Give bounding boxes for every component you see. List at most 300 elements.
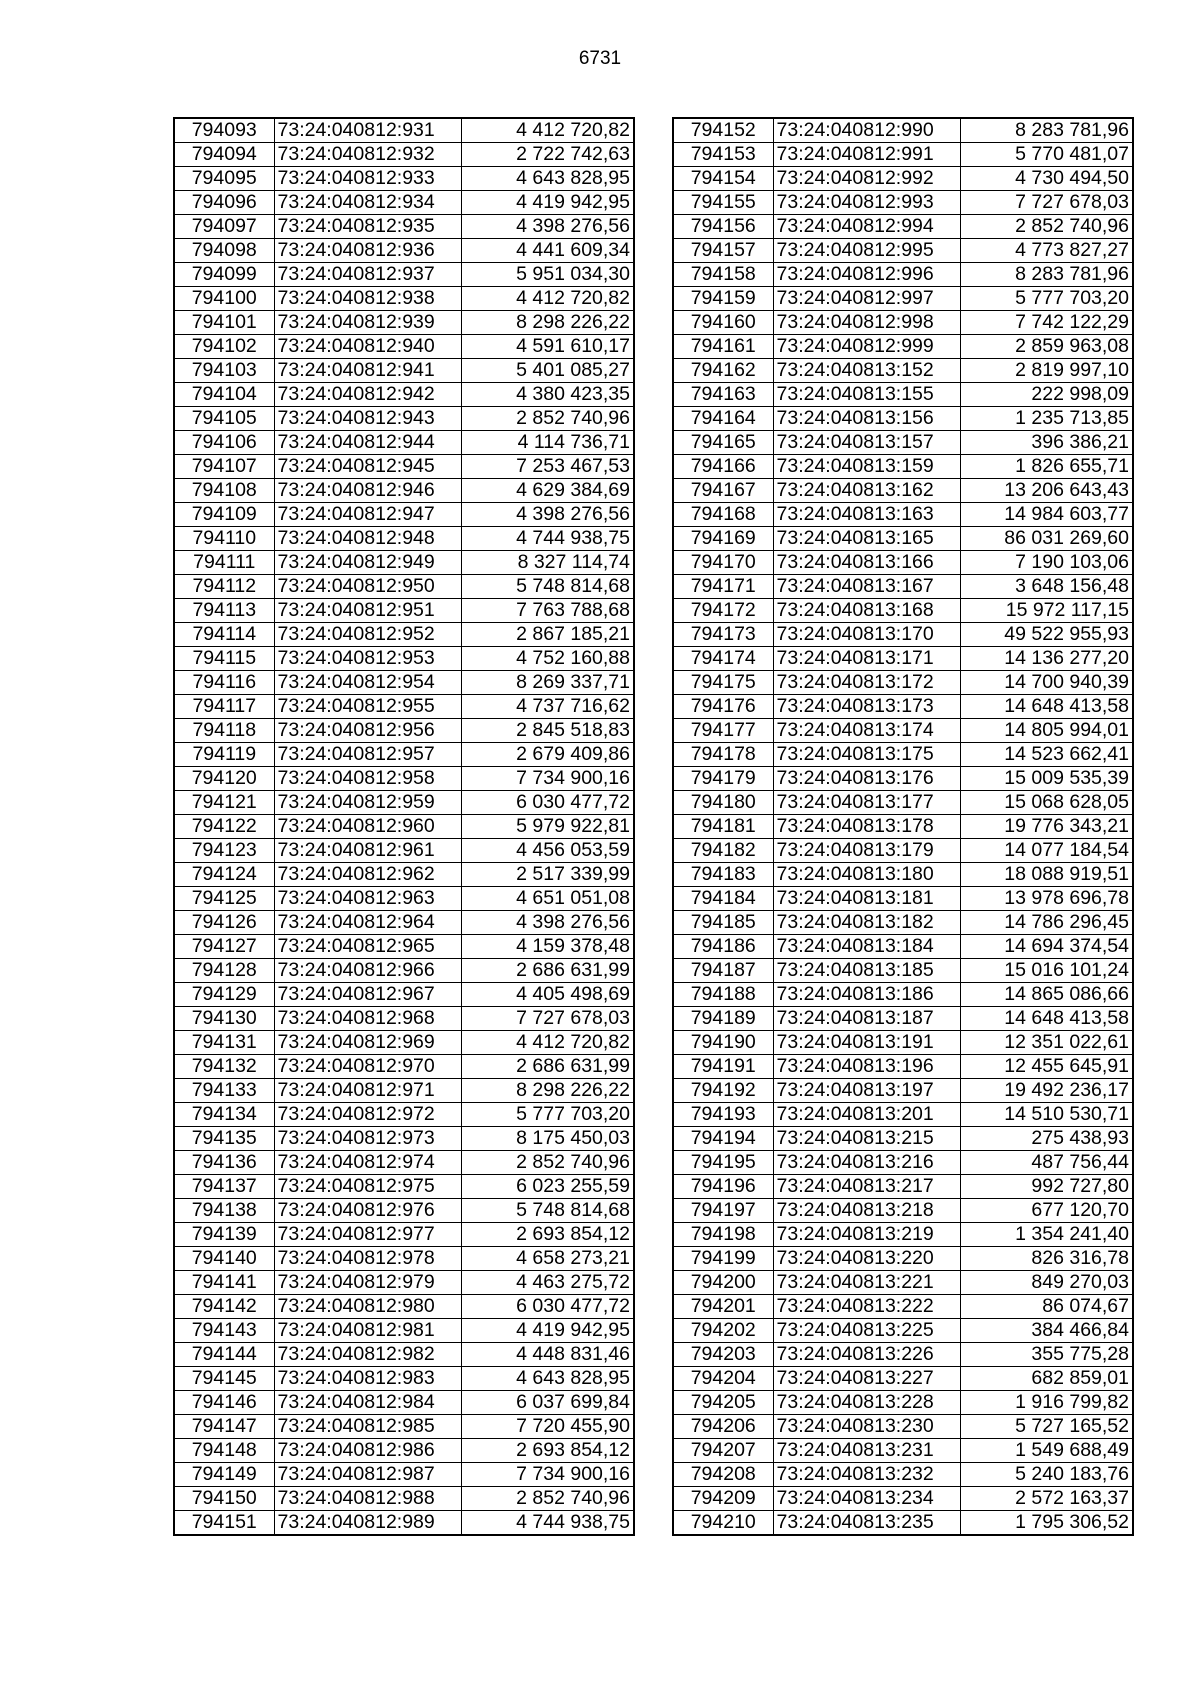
cadastral-number-cell: 73:24:040812:938 <box>274 287 461 311</box>
cadastral-number-cell: 73:24:040812:947 <box>274 503 461 527</box>
table-row <box>174 407 634 431</box>
value-cell: 14 136 277,20 <box>960 647 1133 671</box>
table-row <box>174 1319 634 1343</box>
cadastral-number-cell: 73:24:040813:197 <box>773 1079 960 1103</box>
cadastral-number-cell: 73:24:040812:932 <box>274 143 461 167</box>
cadastral-number-cell: 73:24:040813:225 <box>773 1319 960 1343</box>
cadastral-number-cell: 73:24:040813:174 <box>773 719 960 743</box>
cadastral-number-cell: 73:24:040812:966 <box>274 959 461 983</box>
row-id-cell: 794097 <box>174 215 274 239</box>
row-id-cell: 794199 <box>673 1247 773 1271</box>
cadastral-number-cell: 73:24:040813:173 <box>773 695 960 719</box>
cadastral-number-cell: 73:24:040813:232 <box>773 1463 960 1487</box>
value-cell: 6 023 255,59 <box>461 1175 634 1199</box>
table-row <box>673 1415 1133 1439</box>
cadastral-number-cell: 73:24:040813:231 <box>773 1439 960 1463</box>
value-cell: 4 114 736,71 <box>461 431 634 455</box>
table-row <box>673 1343 1133 1367</box>
row-id-cell: 794159 <box>673 287 773 311</box>
row-id-cell: 794146 <box>174 1391 274 1415</box>
table-row <box>673 1223 1133 1247</box>
value-cell: 4 412 720,82 <box>461 1031 634 1055</box>
value-cell: 2 686 631,99 <box>461 1055 634 1079</box>
value-cell: 682 859,01 <box>960 1367 1133 1391</box>
value-cell: 396 386,21 <box>960 431 1133 455</box>
row-id-cell: 794123 <box>174 839 274 863</box>
table-row <box>174 1031 634 1055</box>
cadastral-number-cell: 73:24:040813:222 <box>773 1295 960 1319</box>
cadastral-number-cell: 73:24:040813:165 <box>773 527 960 551</box>
value-cell: 2 517 339,99 <box>461 863 634 887</box>
table-row <box>673 887 1133 911</box>
table-row <box>174 1127 634 1151</box>
cadastral-number-cell: 73:24:040813:184 <box>773 935 960 959</box>
row-id-cell: 794167 <box>673 479 773 503</box>
value-cell: 5 951 034,30 <box>461 263 634 287</box>
value-cell: 4 441 609,34 <box>461 239 634 263</box>
table-row <box>673 287 1133 311</box>
cadastral-number-cell: 73:24:040812:987 <box>274 1463 461 1487</box>
cadastral-number-cell: 73:24:040812:993 <box>773 191 960 215</box>
value-cell: 4 398 276,56 <box>461 215 634 239</box>
value-cell: 5 401 085,27 <box>461 359 634 383</box>
value-cell: 355 775,28 <box>960 1343 1133 1367</box>
row-id-cell: 794121 <box>174 791 274 815</box>
value-cell: 14 648 413,58 <box>960 1007 1133 1031</box>
table-row <box>673 1127 1133 1151</box>
row-id-cell: 794186 <box>673 935 773 959</box>
value-cell: 7 742 122,29 <box>960 311 1133 335</box>
table-row <box>673 239 1133 263</box>
row-id-cell: 794140 <box>174 1247 274 1271</box>
value-cell: 275 438,93 <box>960 1127 1133 1151</box>
table-row <box>673 1175 1133 1199</box>
value-cell: 4 643 828,95 <box>461 167 634 191</box>
value-cell: 15 068 628,05 <box>960 791 1133 815</box>
value-cell: 2 852 740,96 <box>461 407 634 431</box>
value-cell: 7 720 455,90 <box>461 1415 634 1439</box>
row-id-cell: 794176 <box>673 695 773 719</box>
row-id-cell: 794113 <box>174 599 274 623</box>
table-row <box>673 1319 1133 1343</box>
value-cell: 49 522 955,93 <box>960 623 1133 647</box>
value-cell: 2 852 740,96 <box>960 215 1133 239</box>
cadastral-number-cell: 73:24:040812:997 <box>773 287 960 311</box>
table-row <box>174 1151 634 1175</box>
value-cell: 4 159 378,48 <box>461 935 634 959</box>
cadastral-number-cell: 73:24:040812:965 <box>274 935 461 959</box>
value-cell: 4 752 160,88 <box>461 647 634 671</box>
cadastral-number-cell: 73:24:040812:955 <box>274 695 461 719</box>
cadastral-number-cell: 73:24:040812:956 <box>274 719 461 743</box>
table-row <box>174 767 634 791</box>
table-row <box>673 1487 1133 1511</box>
cadastral-number-cell: 73:24:040813:177 <box>773 791 960 815</box>
value-cell: 4 419 942,95 <box>461 1319 634 1343</box>
table-row <box>174 887 634 911</box>
value-cell: 4 737 716,62 <box>461 695 634 719</box>
table-row <box>174 335 634 359</box>
row-id-cell: 794124 <box>174 863 274 887</box>
table-row <box>673 935 1133 959</box>
table-row <box>174 1343 634 1367</box>
cadastral-number-cell: 73:24:040812:945 <box>274 455 461 479</box>
row-id-cell: 794105 <box>174 407 274 431</box>
cadastral-number-cell: 73:24:040812:944 <box>274 431 461 455</box>
cadastral-number-cell: 73:24:040812:964 <box>274 911 461 935</box>
cadastral-number-cell: 73:24:040813:234 <box>773 1487 960 1511</box>
table-row <box>673 215 1133 239</box>
row-id-cell: 794182 <box>673 839 773 863</box>
value-cell: 2 819 997,10 <box>960 359 1133 383</box>
value-cell: 86 031 269,60 <box>960 527 1133 551</box>
row-id-cell: 794114 <box>174 623 274 647</box>
cadastral-number-cell: 73:24:040812:989 <box>274 1511 461 1536</box>
cadastral-number-cell: 73:24:040812:942 <box>274 383 461 407</box>
cadastral-number-cell: 73:24:040813:157 <box>773 431 960 455</box>
cadastral-number-cell: 73:24:040812:958 <box>274 767 461 791</box>
value-cell: 14 700 940,39 <box>960 671 1133 695</box>
table-row <box>673 839 1133 863</box>
cadastral-number-cell: 73:24:040812:995 <box>773 239 960 263</box>
row-id-cell: 794117 <box>174 695 274 719</box>
value-cell: 384 466,84 <box>960 1319 1133 1343</box>
table-row <box>673 191 1133 215</box>
cadastral-number-cell: 73:24:040812:984 <box>274 1391 461 1415</box>
page-number: 6731 <box>578 48 622 69</box>
table-row <box>673 1199 1133 1223</box>
value-cell: 7 763 788,68 <box>461 599 634 623</box>
table-row <box>174 1367 634 1391</box>
value-cell: 4 643 828,95 <box>461 1367 634 1391</box>
table-row <box>174 311 634 335</box>
row-id-cell: 794118 <box>174 719 274 743</box>
table-row <box>174 719 634 743</box>
table-row <box>673 118 1133 143</box>
table-row <box>174 1007 634 1031</box>
row-id-cell: 794100 <box>174 287 274 311</box>
table-row <box>673 503 1133 527</box>
table-row <box>174 1415 634 1439</box>
value-cell: 4 730 494,50 <box>960 167 1133 191</box>
table-row <box>673 359 1133 383</box>
cadastral-number-cell: 73:24:040812:968 <box>274 1007 461 1031</box>
row-id-cell: 794156 <box>673 215 773 239</box>
row-id-cell: 794141 <box>174 1271 274 1295</box>
value-cell: 6 030 477,72 <box>461 1295 634 1319</box>
cadastral-number-cell: 73:24:040812:952 <box>274 623 461 647</box>
row-id-cell: 794095 <box>174 167 274 191</box>
row-id-cell: 794110 <box>174 527 274 551</box>
table-row <box>174 191 634 215</box>
value-cell: 3 648 156,48 <box>960 575 1133 599</box>
cadastral-number-cell: 73:24:040812:943 <box>274 407 461 431</box>
cadastral-number-cell: 73:24:040812:974 <box>274 1151 461 1175</box>
cadastral-number-cell: 73:24:040812:935 <box>274 215 461 239</box>
table-row <box>174 839 634 863</box>
cadastral-number-cell: 73:24:040812:990 <box>773 118 960 143</box>
table-row <box>673 695 1133 719</box>
value-cell: 15 972 117,15 <box>960 599 1133 623</box>
cadastral-number-cell: 73:24:040813:171 <box>773 647 960 671</box>
value-cell: 2 572 163,37 <box>960 1487 1133 1511</box>
row-id-cell: 794200 <box>673 1271 773 1295</box>
table-row <box>174 983 634 1007</box>
row-id-cell: 794133 <box>174 1079 274 1103</box>
value-cell: 4 773 827,27 <box>960 239 1133 263</box>
cadastral-number-cell: 73:24:040813:215 <box>773 1127 960 1151</box>
cadastral-number-cell: 73:24:040812:951 <box>274 599 461 623</box>
row-id-cell: 794198 <box>673 1223 773 1247</box>
value-cell: 1 916 799,82 <box>960 1391 1133 1415</box>
value-cell: 5 748 814,68 <box>461 575 634 599</box>
row-id-cell: 794155 <box>673 191 773 215</box>
cadastral-number-cell: 73:24:040813:178 <box>773 815 960 839</box>
cadastral-number-cell: 73:24:040812:982 <box>274 1343 461 1367</box>
cadastral-number-cell: 73:24:040812:948 <box>274 527 461 551</box>
table-row <box>673 623 1133 647</box>
table-row <box>673 1367 1133 1391</box>
row-id-cell: 794204 <box>673 1367 773 1391</box>
row-id-cell: 794139 <box>174 1223 274 1247</box>
cadastral-number-cell: 73:24:040813:181 <box>773 887 960 911</box>
right-table <box>672 117 1134 1536</box>
value-cell: 4 412 720,82 <box>461 118 634 143</box>
cadastral-number-cell: 73:24:040813:218 <box>773 1199 960 1223</box>
row-id-cell: 794174 <box>673 647 773 671</box>
row-id-cell: 794127 <box>174 935 274 959</box>
table-row <box>174 1391 634 1415</box>
row-id-cell: 794179 <box>673 767 773 791</box>
value-cell: 992 727,80 <box>960 1175 1133 1199</box>
cadastral-number-cell: 73:24:040812:963 <box>274 887 461 911</box>
cadastral-number-cell: 73:24:040812:998 <box>773 311 960 335</box>
cadastral-number-cell: 73:24:040812:972 <box>274 1103 461 1127</box>
table-row <box>174 1271 634 1295</box>
row-id-cell: 794138 <box>174 1199 274 1223</box>
table-row <box>673 1295 1133 1319</box>
value-cell: 2 852 740,96 <box>461 1487 634 1511</box>
value-cell: 4 629 384,69 <box>461 479 634 503</box>
row-id-cell: 794120 <box>174 767 274 791</box>
cadastral-number-cell: 73:24:040813:196 <box>773 1055 960 1079</box>
cadastral-number-cell: 73:24:040812:939 <box>274 311 461 335</box>
value-cell: 15 016 101,24 <box>960 959 1133 983</box>
value-cell: 8 298 226,22 <box>461 1079 634 1103</box>
row-id-cell: 794201 <box>673 1295 773 1319</box>
table-row <box>174 911 634 935</box>
cadastral-number-cell: 73:24:040813:216 <box>773 1151 960 1175</box>
value-cell: 7 727 678,03 <box>461 1007 634 1031</box>
row-id-cell: 794115 <box>174 647 274 671</box>
cadastral-number-cell: 73:24:040812:994 <box>773 215 960 239</box>
cadastral-number-cell: 73:24:040813:182 <box>773 911 960 935</box>
row-id-cell: 794163 <box>673 383 773 407</box>
value-cell: 2 693 854,12 <box>461 1439 634 1463</box>
table-row <box>673 431 1133 455</box>
value-cell: 7 190 103,06 <box>960 551 1133 575</box>
row-id-cell: 794207 <box>673 1439 773 1463</box>
row-id-cell: 794162 <box>673 359 773 383</box>
row-id-cell: 794142 <box>174 1295 274 1319</box>
value-cell: 1 795 306,52 <box>960 1511 1133 1536</box>
table-row <box>174 215 634 239</box>
cadastral-number-cell: 73:24:040813:163 <box>773 503 960 527</box>
table-row <box>174 1199 634 1223</box>
table-row <box>174 1247 634 1271</box>
cadastral-number-cell: 73:24:040812:960 <box>274 815 461 839</box>
table-row <box>174 263 634 287</box>
table-row <box>673 911 1133 935</box>
value-cell: 14 510 530,71 <box>960 1103 1133 1127</box>
cadastral-number-cell: 73:24:040813:221 <box>773 1271 960 1295</box>
table-row <box>174 1295 634 1319</box>
value-cell: 4 658 273,21 <box>461 1247 634 1271</box>
table-row <box>673 1103 1133 1127</box>
table-row <box>174 695 634 719</box>
table-row <box>673 1391 1133 1415</box>
table-row <box>673 1031 1133 1055</box>
cadastral-number-cell: 73:24:040813:220 <box>773 1247 960 1271</box>
value-cell: 1 549 688,49 <box>960 1439 1133 1463</box>
row-id-cell: 794150 <box>174 1487 274 1511</box>
value-cell: 5 777 703,20 <box>960 287 1133 311</box>
value-cell: 4 405 498,69 <box>461 983 634 1007</box>
row-id-cell: 794132 <box>174 1055 274 1079</box>
value-cell: 8 175 450,03 <box>461 1127 634 1151</box>
value-cell: 1 235 713,85 <box>960 407 1133 431</box>
row-id-cell: 794149 <box>174 1463 274 1487</box>
value-cell: 4 456 053,59 <box>461 839 634 863</box>
cadastral-number-cell: 73:24:040812:949 <box>274 551 461 575</box>
table-row <box>673 863 1133 887</box>
cadastral-number-cell: 73:24:040812:959 <box>274 791 461 815</box>
row-id-cell: 794126 <box>174 911 274 935</box>
row-id-cell: 794161 <box>673 335 773 359</box>
row-id-cell: 794119 <box>174 743 274 767</box>
cadastral-number-cell: 73:24:040812:934 <box>274 191 461 215</box>
table-row <box>673 1151 1133 1175</box>
row-id-cell: 794128 <box>174 959 274 983</box>
row-id-cell: 794148 <box>174 1439 274 1463</box>
left-table-body <box>174 118 634 1535</box>
table-row <box>673 1247 1133 1271</box>
cadastral-number-cell: 73:24:040813:156 <box>773 407 960 431</box>
row-id-cell: 794165 <box>673 431 773 455</box>
row-id-cell: 794116 <box>174 671 274 695</box>
value-cell: 7 734 900,16 <box>461 1463 634 1487</box>
value-cell: 4 398 276,56 <box>461 503 634 527</box>
cadastral-number-cell: 73:24:040812:976 <box>274 1199 461 1223</box>
row-id-cell: 794122 <box>174 815 274 839</box>
value-cell: 5 770 481,07 <box>960 143 1133 167</box>
cadastral-number-cell: 73:24:040812:992 <box>773 167 960 191</box>
table-row <box>673 1007 1133 1031</box>
cadastral-number-cell: 73:24:040812:950 <box>274 575 461 599</box>
row-id-cell: 794177 <box>673 719 773 743</box>
row-id-cell: 794194 <box>673 1127 773 1151</box>
row-id-cell: 794169 <box>673 527 773 551</box>
row-id-cell: 794103 <box>174 359 274 383</box>
value-cell: 7 727 678,03 <box>960 191 1133 215</box>
row-id-cell: 794108 <box>174 479 274 503</box>
value-cell: 849 270,03 <box>960 1271 1133 1295</box>
value-cell: 4 744 938,75 <box>461 527 634 551</box>
table-row <box>673 143 1133 167</box>
row-id-cell: 794183 <box>673 863 773 887</box>
row-id-cell: 794154 <box>673 167 773 191</box>
table-row <box>673 791 1133 815</box>
row-id-cell: 794093 <box>174 118 274 143</box>
table-row <box>174 647 634 671</box>
table-row <box>174 143 634 167</box>
cadastral-number-cell: 73:24:040812:996 <box>773 263 960 287</box>
row-id-cell: 794136 <box>174 1151 274 1175</box>
table-row <box>174 863 634 887</box>
value-cell: 4 380 423,35 <box>461 383 634 407</box>
value-cell: 8 327 114,74 <box>461 551 634 575</box>
table-row <box>673 1439 1133 1463</box>
row-id-cell: 794175 <box>673 671 773 695</box>
table-row <box>174 167 634 191</box>
row-id-cell: 794166 <box>673 455 773 479</box>
row-id-cell: 794153 <box>673 143 773 167</box>
table-row <box>673 719 1133 743</box>
table-row <box>174 623 634 647</box>
row-id-cell: 794197 <box>673 1199 773 1223</box>
table-row <box>673 167 1133 191</box>
cadastral-number-cell: 73:24:040812:980 <box>274 1295 461 1319</box>
row-id-cell: 794208 <box>673 1463 773 1487</box>
row-id-cell: 794192 <box>673 1079 773 1103</box>
table-row <box>174 1223 634 1247</box>
table-row <box>673 1511 1133 1536</box>
cadastral-number-cell: 73:24:040812:986 <box>274 1439 461 1463</box>
row-id-cell: 794145 <box>174 1367 274 1391</box>
table-row <box>174 527 634 551</box>
cadastral-number-cell: 73:24:040813:166 <box>773 551 960 575</box>
cadastral-number-cell: 73:24:040812:983 <box>274 1367 461 1391</box>
table-row <box>174 118 634 143</box>
table-row <box>174 1079 634 1103</box>
table-row <box>174 1487 634 1511</box>
cadastral-number-cell: 73:24:040812:973 <box>274 1127 461 1151</box>
row-id-cell: 794152 <box>673 118 773 143</box>
value-cell: 4 591 610,17 <box>461 335 634 359</box>
cadastral-number-cell: 73:24:040813:167 <box>773 575 960 599</box>
value-cell: 7 734 900,16 <box>461 767 634 791</box>
table-row <box>673 383 1133 407</box>
value-cell: 1 354 241,40 <box>960 1223 1133 1247</box>
value-cell: 6 037 699,84 <box>461 1391 634 1415</box>
value-cell: 6 030 477,72 <box>461 791 634 815</box>
value-cell: 222 998,09 <box>960 383 1133 407</box>
table-row <box>673 263 1133 287</box>
cadastral-number-cell: 73:24:040812:977 <box>274 1223 461 1247</box>
value-cell: 4 398 276,56 <box>461 911 634 935</box>
table-row <box>174 503 634 527</box>
row-id-cell: 794158 <box>673 263 773 287</box>
left-table <box>173 117 635 1536</box>
cadastral-number-cell: 73:24:040813:152 <box>773 359 960 383</box>
row-id-cell: 794144 <box>174 1343 274 1367</box>
cadastral-number-cell: 73:24:040812:978 <box>274 1247 461 1271</box>
value-cell: 4 651 051,08 <box>461 887 634 911</box>
cadastral-number-cell: 73:24:040812:953 <box>274 647 461 671</box>
table-row <box>174 959 634 983</box>
row-id-cell: 794191 <box>673 1055 773 1079</box>
row-id-cell: 794131 <box>174 1031 274 1055</box>
